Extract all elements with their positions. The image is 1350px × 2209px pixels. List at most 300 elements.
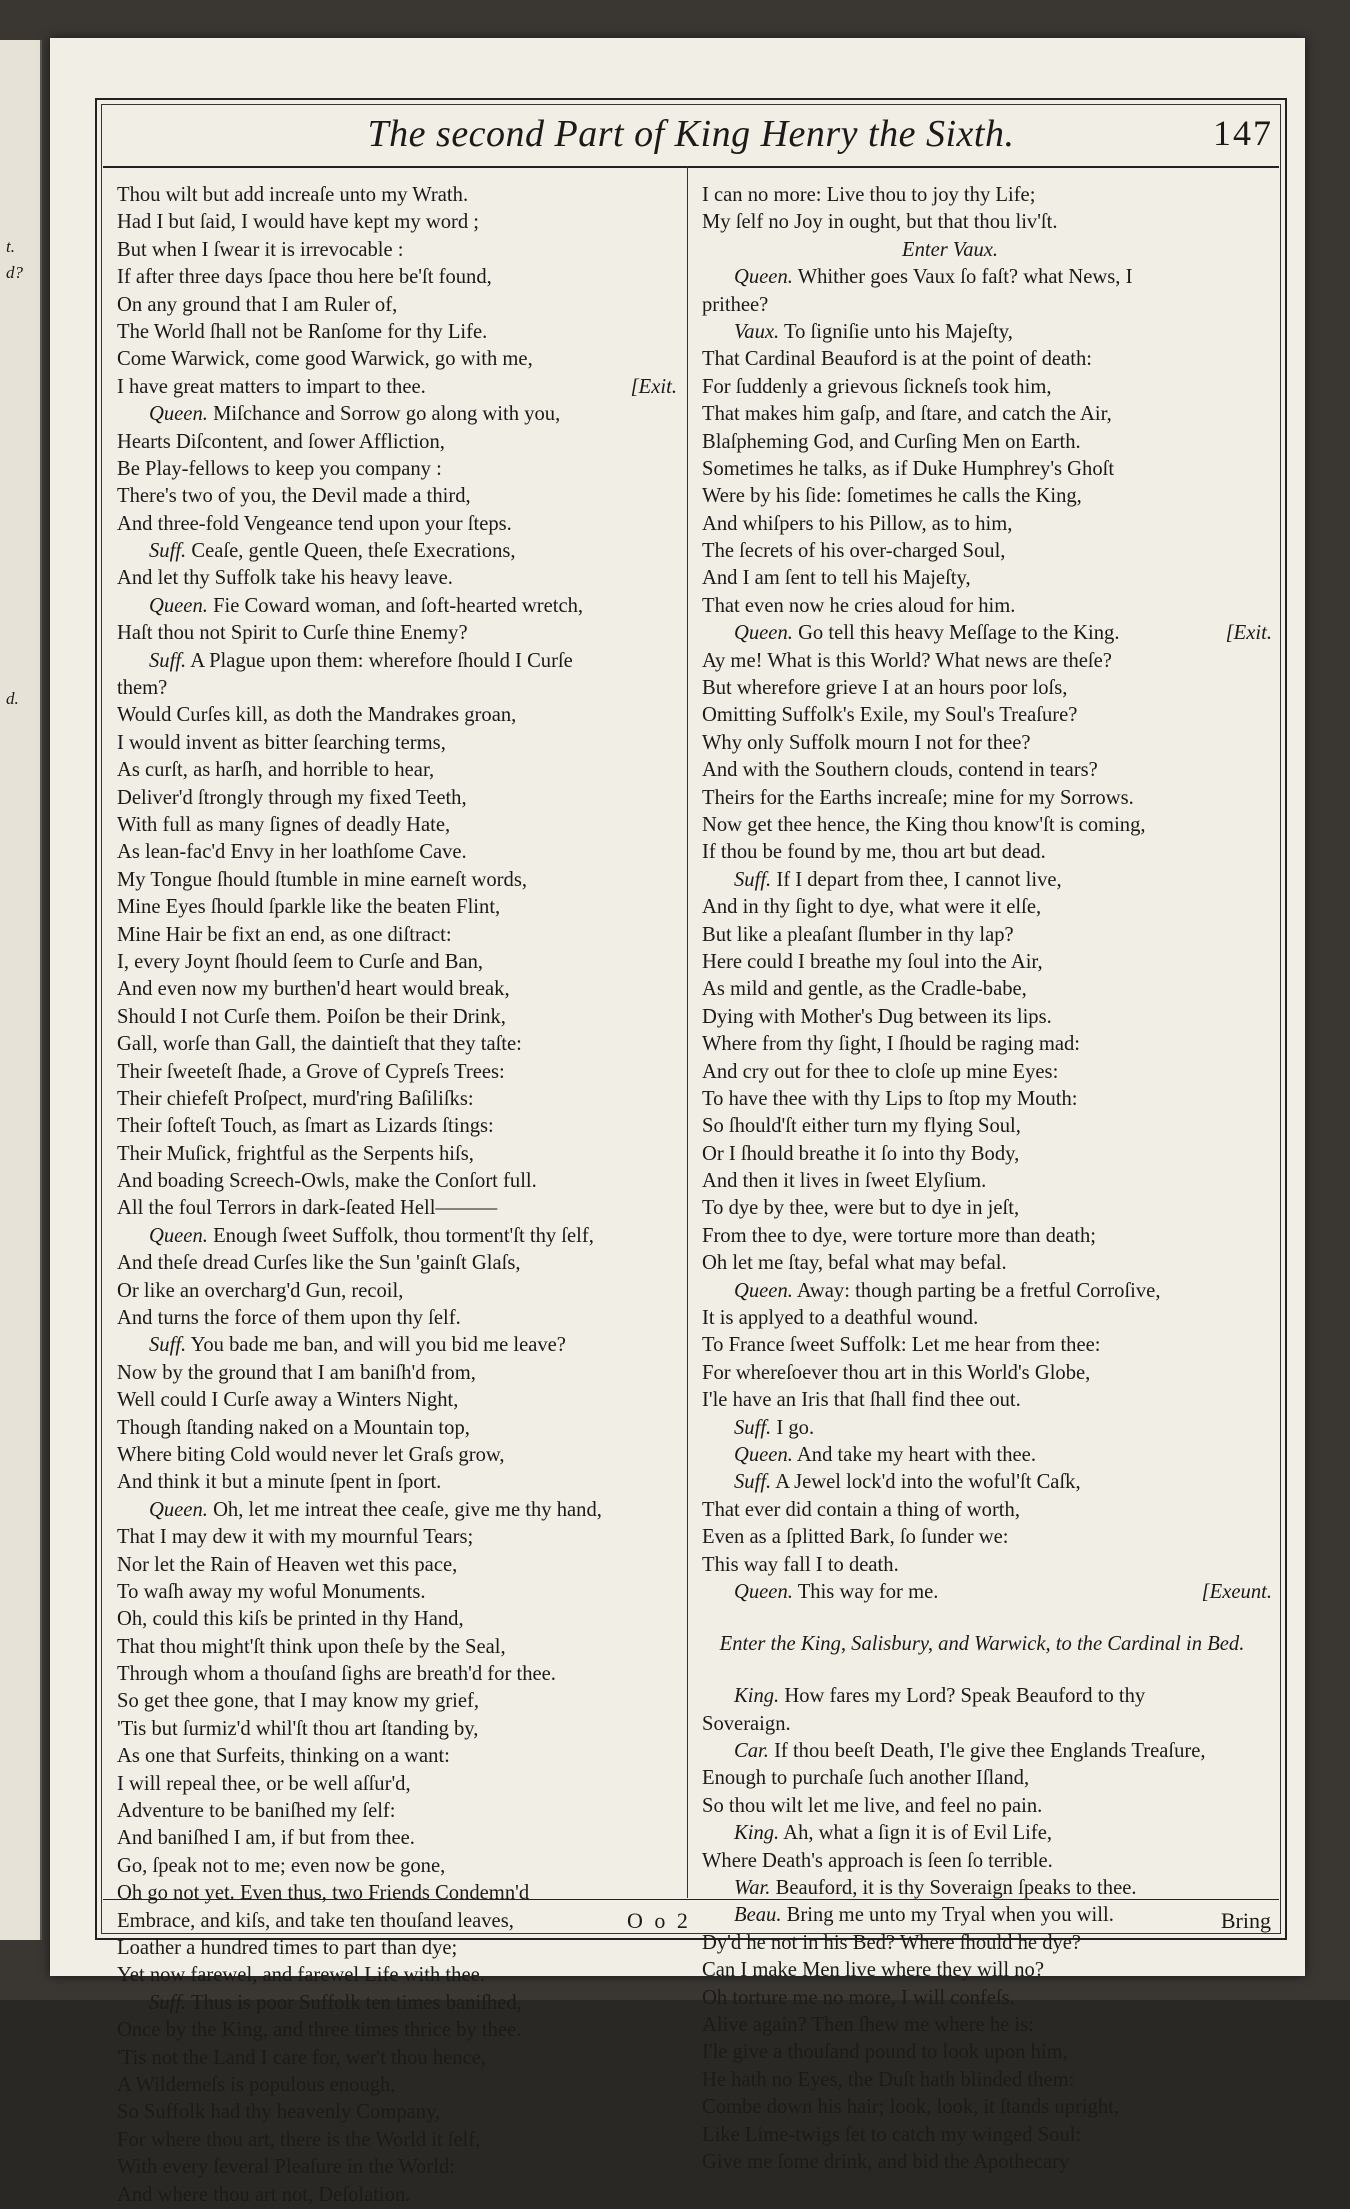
verse-line — [702, 1848, 1272, 1875]
line-text: To dye by thee, were but to dye in jeſt, — [702, 1197, 1020, 1220]
verse-line — [702, 1113, 1272, 1140]
line-text: 'Tis not the Land I care for, wer't thou hence, — [117, 2046, 486, 2069]
line-text: Deliver'd ſtrongly through my fixed Teeth, — [117, 786, 467, 809]
line-text: Where biting Cold would never let Graſs grow, — [117, 1443, 505, 1466]
verse-line — [702, 1250, 1272, 1277]
verse-line — [117, 1524, 677, 1551]
verse-line — [702, 2012, 1272, 2039]
line-text: Were by his ſide: ſometimes he calls the King, — [702, 485, 1082, 508]
verse-line — [702, 1793, 1272, 1820]
line-text: Bring me unto my Tryal when you will. — [786, 1904, 1114, 1927]
line-text: If thou beeſt Death, I'le give thee Englands Treaſure, — [774, 1740, 1206, 1763]
line-text: So thou wilt let me live, and feel no pain. — [702, 1794, 1043, 1817]
verse-line — [117, 2045, 677, 2072]
line-text: But when I ſwear it is irrevocable : — [117, 238, 404, 261]
line-text: Gall, worſe than Gall, the daintieſt that they taſte: — [117, 1033, 522, 1056]
line-text: Enough ſweet Suffolk, thou torment'ſt thy ſelf, — [213, 1224, 594, 1247]
verse-line — [117, 401, 677, 428]
line-text: Miſchance and Sorrow go along with you, — [213, 403, 561, 426]
line-text: Where Death's approach is ſeen ſo terrible. — [702, 1849, 1053, 1872]
verse-line — [702, 1059, 1272, 1086]
line-text: Alive again? Then ſhew me where he is: — [702, 2014, 1034, 2036]
line-text: Now by the ground that I am baniſh'd from, — [117, 1361, 476, 1384]
speaker-name: Queen. — [149, 1498, 208, 1521]
verse-line — [702, 1086, 1272, 1113]
line-text: Their chiefeſt Proſpect, murd'ring Baſiliſks: — [117, 1087, 474, 1110]
line-text: Once by the King, and three times thrice by thee. — [117, 2019, 522, 2042]
verse-line — [117, 620, 677, 647]
exit-direction: [Exit. — [1225, 622, 1272, 645]
line-text: As curſt, as harſh, and horrible to hear, — [117, 759, 435, 782]
verse-line — [117, 2154, 677, 2181]
verse-line — [702, 593, 1272, 620]
verse-line — [702, 1711, 1272, 1738]
column-divider — [687, 166, 688, 1898]
line-text: And in thy ſight to dye, what were it elſe, — [702, 896, 1042, 919]
verse-line — [702, 812, 1272, 839]
prev-page-fragment: d. — [6, 689, 19, 708]
line-text: It is applyed to a deathful wound. — [702, 1307, 979, 1330]
line-text: Yet now farewel, and farewel Life with thee. — [117, 1964, 485, 1987]
line-text: Dying with Mother's Dug between its lips. — [702, 1005, 1052, 1028]
verse-line — [117, 346, 677, 373]
line-text: Should I not Curſe them. Poiſon be their Drink, — [117, 1005, 506, 1028]
verse-line — [702, 1031, 1272, 1058]
line-text: Nor let the Rain of Heaven wet this pace, — [117, 1553, 458, 1576]
line-text: My Tongue ſhould ſtumble in mine earneſt words, — [117, 868, 527, 891]
line-text: And even now my burthen'd heart would break, — [117, 978, 510, 1001]
speaker-name: Queen. — [149, 594, 208, 617]
verse-line — [702, 1195, 1272, 1222]
line-text: Oh let me ſtay, befal what may befal. — [702, 1252, 1007, 1275]
verse-line — [702, 1168, 1272, 1195]
line-text: So get thee gone, that I may know my grief, — [117, 1690, 480, 1713]
line-text: Now get thee hence, the King thou know'ſt is coming, — [702, 813, 1146, 836]
line-text: Here could I breathe my ſoul into the Air, — [702, 950, 1043, 973]
line-text: And whiſpers to his Pillow, as to him, — [702, 512, 1013, 535]
line-text: And think it but a minute ſpent in ſport. — [117, 1471, 442, 1494]
line-text: Mine Hair be fixt an end, as one diſtract: — [117, 923, 452, 946]
line-text: Had I but ſaid, I would have kept my word ; — [117, 211, 480, 234]
line-text: And where thou art not, Deſolation. — [117, 2183, 411, 2206]
line-text: Omitting Suffolk's Exile, my Soul's Treaſure? — [702, 704, 1078, 727]
verse-line — [702, 209, 1272, 236]
line-text: Why only Suffolk mourn I not for thee? — [702, 731, 1031, 754]
verse-line — [702, 2039, 1272, 2066]
verse-line — [117, 2099, 677, 2126]
verse-line — [117, 1935, 677, 1962]
verse-line — [117, 264, 677, 291]
verse-line — [702, 1683, 1272, 1710]
verse-line — [117, 812, 677, 839]
verse-line — [702, 483, 1272, 510]
verse-line — [117, 565, 677, 592]
line-text: And boading Screech-Owls, make the Conſort full. — [117, 1170, 537, 1193]
verse-line — [702, 894, 1272, 921]
signature-mark: O o 2 — [627, 1908, 691, 1933]
verse-line — [702, 1278, 1272, 1305]
line-text: As lean-fac'd Envy in her loathſome Cave. — [117, 841, 467, 864]
line-text: That even now he cries aloud for him. — [702, 594, 1016, 617]
verse-line — [702, 292, 1272, 319]
line-text: Give me ſome drink, and bid the Apothecary — [702, 2150, 1070, 2173]
verse-line — [702, 1223, 1272, 1250]
verse-line — [702, 182, 1272, 209]
line-text: But like a pleaſant ſlumber in thy lap? — [702, 923, 1014, 946]
verse-line — [117, 292, 677, 319]
speaker-name: Beau. — [734, 1904, 782, 1927]
verse-line — [702, 456, 1272, 483]
line-text: Theirs for the Earths increaſe; mine for my Sorrows. — [702, 786, 1134, 809]
verse-line — [702, 1497, 1272, 1524]
line-text: If I depart from thee, I cannot live, — [776, 868, 1062, 891]
verse-line — [117, 1250, 677, 1277]
stage-direction: Enter the King, Salisbury, and Warwick, to the Cardinal in Bed. — [719, 1633, 1245, 1656]
left-column — [117, 182, 677, 2209]
verse-line — [117, 456, 677, 483]
verse-line — [117, 1332, 677, 1359]
exit-direction: [Exit. — [630, 375, 677, 398]
speaker-name: Suff. — [149, 1334, 187, 1357]
verse-line — [117, 319, 677, 346]
line-text: Be Play-fellows to keep you company : — [117, 457, 442, 480]
verse-line — [702, 785, 1272, 812]
speaker-name: Queen. — [734, 1443, 793, 1466]
line-text: Go, ſpeak not to me; even now be gone, — [117, 1854, 446, 1877]
line-text: I'le have an Iris that ſhall find thee out. — [702, 1389, 1021, 1412]
line-text: Fie Coward woman, and ſoft-hearted wretch, — [213, 594, 584, 617]
line-text: Sometimes he talks, as if Duke Humphrey's Ghoſt — [702, 457, 1115, 480]
verse-line — [702, 1360, 1272, 1387]
line-text: Loather a hundred times to part than dye; — [117, 1937, 458, 1959]
speaker-name: Queen. — [149, 403, 208, 426]
verse-line — [702, 319, 1272, 346]
line-text: Their ſweeteſt ſhade, a Grove of Cypreſs Trees: — [117, 1060, 505, 1083]
line-text: And I am ſent to tell his Majeſty, — [702, 567, 971, 590]
verse-line — [702, 648, 1272, 675]
line-text: That I may dew it with my mournful Tears; — [117, 1526, 474, 1549]
speaker-name: War. — [734, 1877, 771, 1900]
line-text: But wherefore grieve I at an hours poor loſs, — [702, 677, 1068, 700]
verse-line — [117, 209, 677, 236]
verse-line — [117, 2017, 677, 2044]
verse-line — [117, 1004, 677, 1031]
line-text: Beauford, it is thy Soveraign ſpeaks to thee. — [775, 1877, 1137, 1900]
stage-direction: Enter Vaux. — [902, 238, 999, 261]
verse-line — [117, 1031, 677, 1058]
verse-line — [117, 730, 677, 757]
line-text: Adventure to be baniſhed my ſelf: — [117, 1800, 396, 1823]
line-text: As one that Surfeits, thinking on a want: — [117, 1745, 450, 1768]
line-text: And cry out for thee to cloſe up mine Eyes: — [702, 1060, 1059, 1083]
line-text: This way fall I to death. — [702, 1553, 899, 1576]
verse-line — [117, 1305, 677, 1332]
verse-line — [117, 1990, 677, 2017]
speaker-name: Queen. — [149, 1224, 208, 1247]
line-text: Like Lime-twigs ſet to catch my winged Soul: — [702, 2123, 1082, 2146]
page-number: 147 — [1213, 113, 1273, 153]
verse-line — [702, 374, 1272, 401]
speaker-name: Queen. — [734, 266, 793, 289]
running-title: The second Part of King Henry the Sixth. — [367, 113, 1015, 155]
line-text: All the foul Terrors in dark-ſeated Hell——— — [117, 1197, 498, 1220]
verse-line — [702, 1524, 1272, 1551]
line-text: Their ſofteſt Touch, as ſmart as Lizards ſtings: — [117, 1115, 494, 1138]
verse-line — [702, 1985, 1272, 2012]
verse-line — [702, 565, 1272, 592]
verse-line — [702, 675, 1272, 702]
speaker-name: Suff. — [149, 540, 187, 563]
line-text: How fares my Lord? Speak Beauford to thy — [784, 1685, 1146, 1708]
line-text: For where thou art, there is the World it ſelf, — [117, 2128, 481, 2151]
line-text: And three-fold Vengeance tend upon your ſteps. — [117, 512, 512, 535]
verse-line — [117, 648, 677, 675]
verse-line — [702, 1738, 1272, 1765]
line-text: For whereſoever thou art in this World's Globe, — [702, 1361, 1091, 1384]
speaker-name: Car. — [734, 1740, 769, 1763]
verse-line — [702, 1902, 1272, 1929]
line-text: Can I make Men live where they will no? — [702, 1959, 1044, 1982]
line-text: There's two of you, the Devil made a third, — [117, 485, 471, 508]
verse-line — [117, 1360, 677, 1387]
line-text: I can no more: Live thou to joy thy Life; — [702, 184, 1036, 206]
page-frame — [95, 98, 1287, 2206]
line-text: 'Tis but ſurmiz'd whil'ſt thou art ſtanding by, — [117, 1717, 479, 1740]
verse-line — [117, 1415, 677, 1442]
verse-line — [702, 1332, 1272, 1359]
line-text: Away: though parting be a fretful Corroſive, — [796, 1279, 1161, 1302]
verse-line — [117, 237, 677, 264]
line-text: On any ground that I am Ruler of, — [117, 293, 398, 316]
verse-line — [702, 2122, 1272, 2149]
line-text: Soveraign. — [702, 1712, 791, 1735]
verse-line — [117, 1716, 677, 1743]
verse-line — [117, 1552, 677, 1579]
speaker-name: Vaux. — [734, 320, 780, 343]
verse-line — [117, 1141, 677, 1168]
line-text: So Suffolk had thy heavenly Company, — [117, 2101, 441, 2124]
verse-line — [702, 1579, 1272, 1606]
line-text: I have great matters to impart to thee. — [117, 375, 426, 398]
verse-line — [117, 1606, 677, 1633]
verse-line — [117, 922, 677, 949]
verse-line — [117, 1059, 677, 1086]
line-text: A Plague upon them: wherefore ſhould I Curſe — [190, 649, 573, 672]
verse-line — [117, 1743, 677, 1770]
verse-line — [117, 1880, 677, 1907]
spacer — [702, 1657, 1272, 1683]
line-text: That makes him gaſp, and ſtare, and catch the Air, — [702, 403, 1112, 426]
verse-line — [117, 1497, 677, 1524]
verse-line — [117, 593, 677, 620]
line-text: Haſt thou not Spirit to Curſe thine Enemy? — [117, 622, 468, 645]
verse-line — [702, 922, 1272, 949]
verse-line — [702, 1820, 1272, 1847]
verse-line — [117, 483, 677, 510]
line-text: Dy'd he not in his Bed? Where ſhould he dye? — [702, 1931, 1082, 1954]
verse-line — [117, 1469, 677, 1496]
verse-line — [117, 1168, 677, 1195]
spacer — [702, 1606, 1272, 1632]
speaker-name: Suff. — [149, 1991, 187, 2014]
verse-line — [702, 1004, 1272, 1031]
line-text: Ay me! What is this World? What news are theſe? — [702, 649, 1112, 672]
verse-line — [117, 702, 677, 729]
prev-page-fragment: d? — [6, 263, 23, 282]
line-text: Well could I Curſe away a Winters Night, — [117, 1389, 459, 1412]
line-text: The ſecrets of his over-charged Soul, — [702, 540, 1006, 563]
verse-line — [702, 1552, 1272, 1579]
verse-line — [702, 839, 1272, 866]
speaker-name: Suff. — [734, 1471, 772, 1494]
verse-line — [702, 2094, 1272, 2121]
speaker-name: Suff. — [734, 1416, 772, 1439]
line-text: Mine Eyes ſhould ſparkle like the beaten Flint, — [117, 896, 501, 919]
line-text: Come Warwick, come good Warwick, go with me, — [117, 348, 533, 371]
line-text: So ſhould'ſt either turn my flying Soul, — [702, 1115, 1021, 1138]
line-text: And then it lives in ſweet Elyſium. — [702, 1170, 987, 1193]
speaker-name: King. — [734, 1822, 780, 1845]
verse-line — [702, 867, 1272, 894]
line-text: I will repeal thee, or be well aſſur'd, — [117, 1772, 411, 1795]
line-text: Would Curſes kill, as doth the Mandrakes groan, — [117, 704, 517, 727]
line-text: As mild and gentle, as the Cradle-babe, — [702, 978, 1027, 1001]
verse-line — [702, 264, 1272, 291]
line-text: My ſelf no Joy in ought, but that thou liv'ſt. — [702, 211, 1058, 234]
verse-line — [702, 1957, 1272, 1984]
line-text: Or like an overcharg'd Gun, recoil, — [117, 1279, 404, 1302]
line-text: Though ſtanding naked on a Mountain top, — [117, 1416, 470, 1439]
line-text: Thou wilt but add increaſe unto my Wrath. — [117, 184, 469, 206]
verse-line — [702, 1387, 1272, 1414]
verse-line — [117, 1771, 677, 1798]
verse-line — [702, 511, 1272, 538]
line-text: Hearts Diſcontent, and ſower Affliction, — [117, 430, 445, 453]
verse-line — [117, 374, 677, 401]
line-text: If thou be found by me, thou art but dead. — [702, 841, 1046, 864]
verse-line — [117, 1908, 677, 1935]
line-text: From thee to dye, were torture more than death; — [702, 1224, 1097, 1247]
line-text: A Wilderneſs is populous enough, — [117, 2073, 396, 2096]
verse-line — [117, 1195, 677, 1222]
verse-line — [702, 1442, 1272, 1469]
verse-line — [117, 511, 677, 538]
verse-line — [117, 1661, 677, 1688]
line-text: Or I ſhould breathe it ſo into thy Body, — [702, 1142, 1020, 1165]
line-text: Through whom a thouſand ſighs are breath'd for thee. — [117, 1663, 556, 1686]
header-rule — [103, 166, 1279, 168]
line-text: prithee? — [702, 293, 769, 316]
line-text: And with the Southern clouds, contend in tears? — [702, 759, 1098, 782]
verse-line — [702, 1415, 1272, 1442]
catchword: Bring — [1220, 1908, 1271, 1933]
verse-line — [117, 1086, 677, 1113]
verse-line — [702, 757, 1272, 784]
line-text: Thus is poor Suffolk ten times baniſhed, — [190, 1991, 522, 2014]
line-text: And theſe dread Curſes like the Sun 'gainſt Glaſs, — [117, 1252, 521, 1275]
verse-line — [117, 949, 677, 976]
verse-line — [117, 1442, 677, 1469]
verse-line — [702, 401, 1272, 428]
line-text: This way for me. — [797, 1580, 939, 1603]
line-text: Ceaſe, gentle Queen, theſe Execrations, — [191, 540, 516, 563]
verse-line — [702, 429, 1272, 456]
verse-line — [117, 1853, 677, 1880]
line-text: To waſh away my woful Monuments. — [117, 1580, 426, 1603]
verse-line — [117, 1223, 677, 1250]
verse-line — [702, 538, 1272, 565]
line-text: Ah, what a ſign it is of Evil Life, — [783, 1822, 1053, 1845]
line-text: Even as a ſplitted Bark, ſo ſunder we: — [702, 1526, 1009, 1549]
verse-line — [117, 785, 677, 812]
verse-line — [117, 2182, 677, 2209]
verse-line — [117, 182, 677, 209]
line-text: To ſigniſie unto his Majeſty, — [783, 320, 1013, 343]
line-text: For ſuddenly a grievous ſickneſs took him, — [702, 375, 1052, 398]
line-text: I would invent as bitter ſearching terms, — [117, 731, 446, 754]
verse-line — [702, 702, 1272, 729]
verse-line — [702, 1469, 1272, 1496]
speaker-name: King. — [734, 1685, 780, 1708]
verse-line — [702, 730, 1272, 757]
verse-line — [117, 429, 677, 456]
speaker-name: Queen. — [734, 1279, 793, 1302]
verse-line — [117, 538, 677, 565]
verse-line — [702, 1305, 1272, 1332]
speaker-name: Queen. — [734, 1580, 793, 1603]
verse-line — [117, 675, 677, 702]
right-column — [702, 182, 1272, 2176]
verse-line — [117, 1634, 677, 1661]
verse-line — [117, 1825, 677, 1852]
verse-line — [702, 1930, 1272, 1957]
verse-line — [117, 1579, 677, 1606]
verse-line — [117, 839, 677, 866]
line-text: And turns the force of them upon thy ſelf. — [117, 1307, 461, 1330]
verse-line — [117, 1278, 677, 1305]
verse-line — [702, 346, 1272, 373]
line-text: You bade me ban, and will you bid me leave? — [190, 1334, 566, 1357]
footer-rule — [103, 1899, 1279, 1900]
verse-line — [702, 2149, 1272, 2176]
verse-line — [117, 1688, 677, 1715]
prev-page-fragment: t. — [6, 237, 15, 256]
line-text: Combe down his hair; look, look, it ſtands upright, — [702, 2096, 1120, 2119]
line-text: And baniſhed I am, if but from thee. — [117, 1827, 415, 1850]
verse-line — [117, 867, 677, 894]
verse-line — [702, 976, 1272, 1003]
line-text: To France ſweet Suffolk: Let me hear from thee: — [702, 1334, 1101, 1357]
line-text: That Cardinal Beauford is at the point of death: — [702, 348, 1093, 371]
line-text: Whither goes Vaux ſo faſt? what News, I — [797, 266, 1133, 289]
line-text: The World ſhall not be Ranſome for thy Life. — [117, 320, 488, 343]
book-page — [50, 38, 1305, 2206]
line-text: That ever did contain a thing of worth, — [702, 1498, 1020, 1521]
line-text: Embrace, and kiſs, and take ten thouſand leaves, — [117, 1909, 514, 1932]
line-text: Their Muſick, frightful as the Serpents hiſs, — [117, 1142, 474, 1165]
speaker-name: Suff. — [734, 868, 772, 891]
verse-line — [117, 2072, 677, 2099]
verse-line — [702, 1765, 1272, 1792]
line-text: With full as many ſignes of deadly Hate, — [117, 813, 451, 836]
line-text: Blaſpheming God, and Curſing Men on Earth. — [702, 430, 1081, 453]
line-text: To have thee with thy Lips to ſtop my Mouth: — [702, 1087, 1078, 1110]
line-text: Enough to purchaſe ſuch another Iſland, — [702, 1767, 1030, 1790]
verse-line — [117, 1798, 677, 1825]
verse-line — [702, 2067, 1272, 2094]
line-text: If after three days ſpace thou here be'ſt found, — [117, 266, 492, 289]
line-text: Go tell this heavy Meſſage to the King. — [798, 622, 1120, 645]
